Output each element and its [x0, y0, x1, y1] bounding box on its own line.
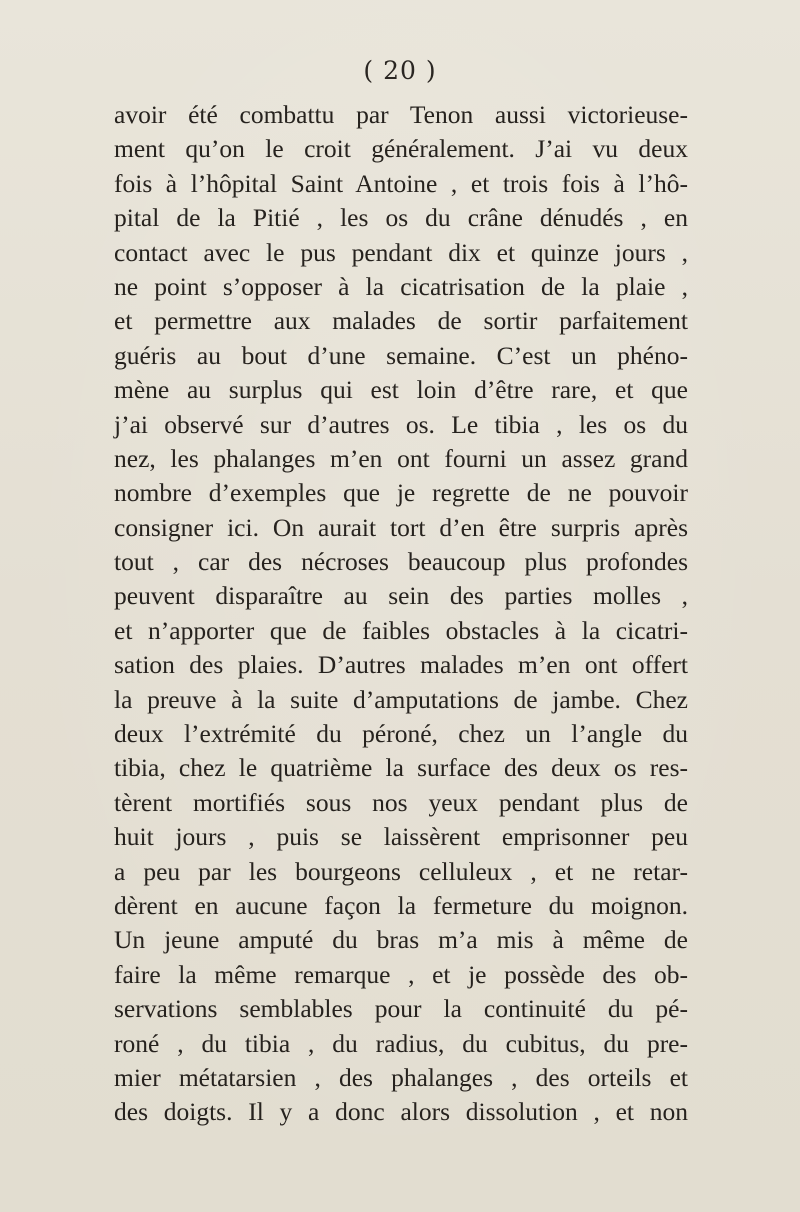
text-line: tibia, chez le quatrième la surface des deux os res-: [114, 753, 688, 783]
text-line: mier métatarsien , des phalanges , des orteils et: [114, 1062, 688, 1092]
text-line: ment qu’on le croit généralement. J’ai vu deux: [114, 134, 688, 164]
text-line: nez, les phalanges m’en ont fourni un assez grand: [114, 443, 688, 473]
text-line: consigner ici. On aurait tort d’en être surpris après: [114, 512, 688, 542]
text-line: fois à l’hôpital Saint Antoine , et trois fois à l’hô-: [114, 168, 688, 198]
text-line: et n’apporter que de faibles obstacles à la cicatri-: [114, 615, 688, 645]
text-line: mène au surplus qui est loin d’être rare, et que: [114, 375, 688, 405]
text-line: sation des plaies. D’autres malades m’en ont offert: [114, 650, 688, 680]
text-line: faire la même remarque , et je possède des ob-: [114, 959, 688, 989]
text-line: et permettre aux malades de sortir parfaitement: [114, 306, 688, 336]
text-line: j’ai observé sur d’autres os. Le tibia , les os du: [114, 409, 688, 439]
text-line: guéris au bout d’une semaine. C’est un phéno-: [114, 340, 688, 370]
text-line: la preuve à la suite d’amputations de jambe. Chez: [114, 684, 688, 714]
text-line: Un jeune amputé du bras m’a mis à même de: [114, 925, 688, 955]
text-line: nombre d’exemples que je regrette de ne pouvoir: [114, 478, 688, 508]
text-line: servations semblables pour la continuité du pé-: [114, 994, 688, 1024]
text-line: avoir été combattu par Tenon aussi victorieuse-: [114, 100, 688, 129]
text-line: a peu par les bourgeons celluleux , et ne retar-: [114, 856, 688, 886]
text-line: contact avec le pus pendant dix et quinze jours ,: [114, 237, 688, 267]
text-line: tout , car des nécroses beaucoup plus profondes: [114, 547, 688, 577]
text-line: pital de la Pitié , les os du crâne dénudés , en: [114, 203, 688, 233]
text-line: deux l’extrémité du péroné, chez un l’angle du: [114, 719, 688, 749]
text-line: peuvent disparaître au sein des parties molles ,: [114, 581, 688, 611]
page-number: ( 20 ): [363, 56, 437, 85]
text-line: roné , du tibia , du radius, du cubitus, du pre-: [114, 1028, 688, 1058]
text-line: des doigts. Il y a donc alors dissolution , et non: [114, 1097, 688, 1127]
body-text: [114, 98, 688, 1130]
text-line: ne point s’opposer à la cicatrisation de la plaie ,: [114, 271, 688, 301]
text-line: tèrent mortifiés sous nos yeux pendant plus de: [114, 787, 688, 817]
text-line: huit jours , puis se laissèrent emprisonner peu: [114, 822, 688, 852]
text-line: dèrent en aucune façon la fermeture du moignon.: [114, 890, 688, 920]
